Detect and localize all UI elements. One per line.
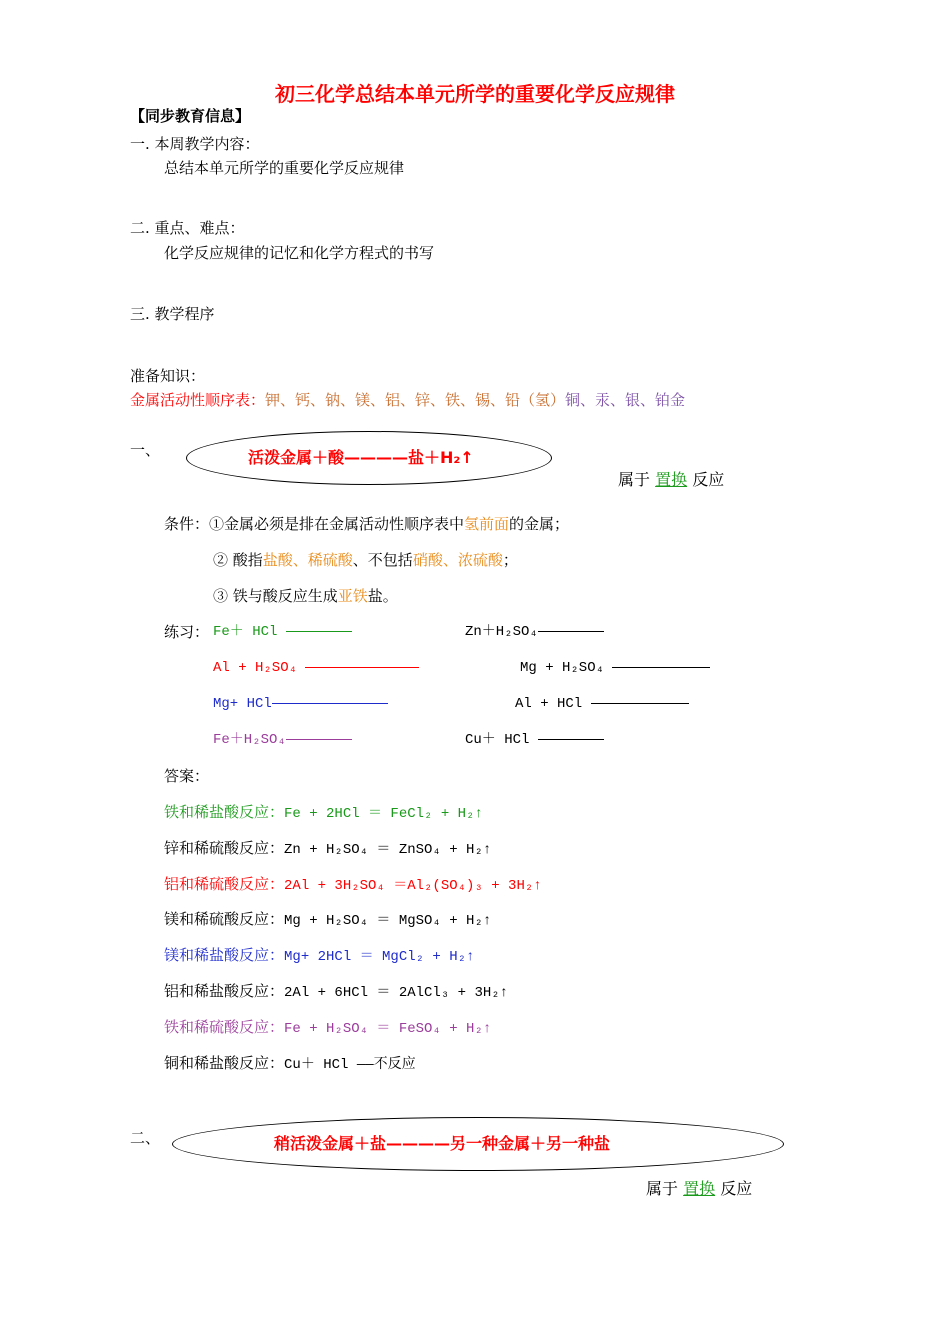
condition-3-end: 盐。 xyxy=(367,587,398,605)
answer-8-equation: Cu＋ HCl ——不反应 xyxy=(284,1057,416,1073)
rule1-belongs xyxy=(618,470,724,490)
rule1-reaction-type: 置换 xyxy=(655,470,688,489)
rule1-belongs-prefix: 属于 xyxy=(618,470,656,489)
answer-2-equation: Zn + H₂SO₄ ＝ ZnSO₄ + H₂↑ xyxy=(284,842,492,858)
exercise-4-text: Mg + H₂SO₄ xyxy=(520,660,605,676)
answer-5-name: 镁和稀盐酸反应： xyxy=(164,946,285,964)
condition-3-text: ③ 铁与酸反应生成 xyxy=(213,587,338,605)
rule2-belongs-prefix: 属于 xyxy=(646,1179,684,1198)
condition-3 xyxy=(213,586,398,606)
rule1-formula: 活泼金属＋酸————盐＋H₂↑ xyxy=(248,448,474,467)
series-before-hydrogen: 钾、钙、钠、镁、铝、锌、铁、锡、铅（氢） xyxy=(265,391,566,409)
answer-3-equation: 2Al + 3H₂SO₄ ＝Al₂(SO₄)₃ + 3H₂↑ xyxy=(284,878,542,894)
answer-7 xyxy=(164,1017,491,1039)
condition-1-highlight: 氢前面 xyxy=(464,515,510,533)
exercise-3-text: Al + H₂SO₄ xyxy=(213,660,298,676)
condition-2-acids: 盐酸、稀硫酸 xyxy=(262,551,353,569)
answer-5-equation: Mg+ 2HCl ＝ MgCl₂ + H₂↑ xyxy=(284,949,475,965)
exercise-1 xyxy=(213,622,352,642)
exercise-2-text: Zn＋H₂SO₄ xyxy=(465,624,538,640)
condition-2-excluded: 硝酸、浓硫酸 xyxy=(412,551,503,569)
answer-1-name: 铁和稀盐酸反应： xyxy=(164,803,285,821)
answer-6-name: 铝和稀盐酸反应： xyxy=(164,982,285,1000)
answer-5 xyxy=(164,945,474,967)
exercise-7-text: Fe＋H₂SO₄ xyxy=(213,732,286,748)
condition-2-text: ② 酸指 xyxy=(213,551,263,569)
exercise-2-blank xyxy=(538,631,604,632)
condition-2-mid: 、不包括 xyxy=(352,551,413,569)
exercise-7-blank xyxy=(286,739,352,740)
answer-6 xyxy=(164,981,508,1003)
answer-8-name: 铜和稀盐酸反应： xyxy=(164,1054,285,1072)
condition-1 xyxy=(164,514,569,534)
exercise-5-text: Mg+ HCl xyxy=(213,696,272,712)
exercise-8-blank xyxy=(538,739,604,740)
exercise-label: 练习： xyxy=(164,623,210,641)
rule1-number: 一、 xyxy=(130,441,161,459)
part2-body: 化学反应规律的记忆和化学方程式的书写 xyxy=(164,244,435,262)
condition-2-end: ； xyxy=(502,551,518,569)
answer-2 xyxy=(164,838,491,860)
rule2-reaction-type: 置换 xyxy=(683,1179,716,1198)
answer-7-name: 铁和稀硫酸反应： xyxy=(164,1018,285,1036)
exercise-7 xyxy=(213,730,352,750)
exercise-3 xyxy=(213,658,419,678)
answer-6-equation: 2Al + 6HCl ＝ 2AlCl₃ + 3H₂↑ xyxy=(284,985,509,1001)
answer-4 xyxy=(164,909,491,931)
rule2-number: 二、 xyxy=(130,1129,161,1147)
exercise-5 xyxy=(213,694,388,714)
section-info: 【同步教育信息】 xyxy=(130,107,251,125)
exercise-1-blank xyxy=(286,631,352,632)
exercise-1-text: Fe＋ HCl xyxy=(213,624,278,640)
answer-3 xyxy=(164,874,542,896)
part2-heading: 二. 重点、难点： xyxy=(130,219,245,237)
condition-1-end: 的金属； xyxy=(509,515,570,533)
exercise-5-blank xyxy=(272,703,388,704)
answer-1 xyxy=(164,802,483,824)
part3-heading: 三. 教学程序 xyxy=(130,305,215,323)
answer-2-name: 锌和稀硫酸反应： xyxy=(164,839,285,857)
page-title: 初三化学总结本单元所学的重要化学反应规律 xyxy=(275,82,675,106)
answer-3-name: 铝和稀硫酸反应： xyxy=(164,875,285,893)
exercise-6-blank xyxy=(591,703,689,704)
part1-heading: 一. 本周教学内容： xyxy=(130,135,260,153)
answer-1-equation: Fe + 2HCl ＝ FeCl₂ + H₂↑ xyxy=(284,806,483,822)
condition-1-text: 条件：①金属必须是排在金属活动性顺序表中 xyxy=(164,515,465,533)
rule2-formula: 稍活泼金属＋盐————另一种金属＋另一种盐 xyxy=(274,1134,611,1153)
answers-label: 答案： xyxy=(164,767,210,785)
answer-4-name: 镁和稀硫酸反应： xyxy=(164,910,285,928)
answer-7-equation: Fe + H₂SO₄ ＝ FeSO₄ + H₂↑ xyxy=(284,1021,492,1037)
condition-3-highlight: 亚铁 xyxy=(337,587,368,605)
rule2-belongs xyxy=(646,1179,752,1199)
exercise-6-text: Al + HCl xyxy=(515,696,583,712)
exercise-8-text: Cu＋ HCl xyxy=(465,732,530,748)
exercise-6 xyxy=(515,694,689,714)
exercise-8 xyxy=(465,730,604,750)
series-after-hydrogen: 铜、汞、银、铂金 xyxy=(565,391,686,409)
rule1-belongs-suffix: 反应 xyxy=(687,470,725,489)
answer-4-equation: Mg + H₂SO₄ ＝ MgSO₄ + H₂↑ xyxy=(284,913,492,929)
part1-body: 总结本单元所学的重要化学反应规律 xyxy=(164,159,405,177)
series-label: 金属活动性顺序表： xyxy=(130,391,266,409)
exercise-2 xyxy=(465,622,604,642)
answer-8 xyxy=(164,1053,416,1075)
exercise-3-blank xyxy=(305,667,419,668)
exercise-4 xyxy=(520,658,710,678)
condition-2 xyxy=(213,550,518,570)
prep-label: 准备知识： xyxy=(130,367,206,385)
activity-series xyxy=(130,390,685,410)
exercise-4-blank xyxy=(612,667,710,668)
rule2-belongs-suffix: 反应 xyxy=(715,1179,753,1198)
